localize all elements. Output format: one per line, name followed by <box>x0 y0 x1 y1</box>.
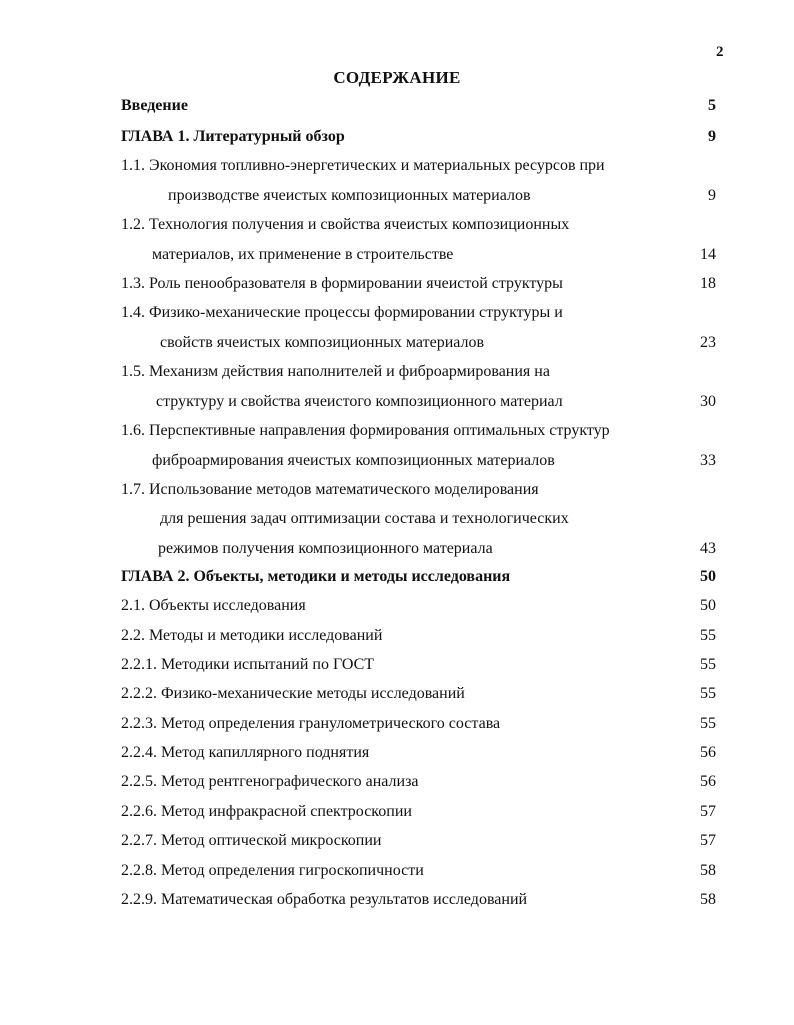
toc-page-number: 18 <box>700 275 716 292</box>
toc-entry-title: 2.2.8. Метод определения гигроскопичности <box>121 862 424 879</box>
toc-entry-title: 1.6. Перспективные направления формирования оптимальных структур <box>121 422 610 439</box>
toc-entry-title: 2.2.9. Математическая обработка результатов исследований <box>121 891 528 908</box>
toc-page-number: 58 <box>700 891 716 908</box>
toc-entry-title: 1.5. Механизм действия наполнителей и фиброармирования на <box>121 363 550 380</box>
toc-entry-continuation: свойств ячеистых композиционных материалов <box>160 334 485 351</box>
toc-entry-continuation: фиброармирования ячеистых композиционных материалов <box>152 452 555 469</box>
toc-entry-title: ГЛАВА 1. Литературный обзор <box>121 128 345 145</box>
toc-entry-continuation: производстве ячеистых композиционных материалов <box>168 187 531 204</box>
toc-entry-title: 1.7. Использование методов математического моделирования <box>121 481 539 498</box>
toc-entry-continuation: материалов, их применение в строительстве <box>152 246 454 263</box>
toc-entry-continuation: структуру и свойства ячеистого композиционного материал <box>156 393 563 410</box>
toc-entry-title: 2.2.4. Метод капиллярного поднятия <box>121 744 370 761</box>
toc-entry-title: 1.3. Роль пенообразователя в формировании ячеистой структуры <box>121 275 563 292</box>
toc-page-number: 9 <box>708 187 716 204</box>
toc-page-number: 56 <box>700 744 716 761</box>
toc-entry-continuation: для решения задач оптимизации состава и технологических <box>160 510 569 527</box>
toc-page-number: 50 <box>700 597 716 614</box>
toc-page-number: 9 <box>708 128 716 145</box>
toc-page-number: 57 <box>700 803 716 820</box>
page-number: 2 <box>716 44 724 60</box>
toc-entry-title: Введение <box>121 97 188 114</box>
toc-entry-title: 2.2.6. Метод инфракрасной спектроскопии <box>121 803 412 820</box>
toc-entry-title: 1.1. Экономия топливно-энергетических и материальных ресурсов при <box>121 157 605 174</box>
toc-entry-title: 1.2. Технология получения и свойства ячеистых композиционных <box>121 216 570 233</box>
toc-page-number: 50 <box>700 568 716 585</box>
toc-page-number: 56 <box>700 773 716 790</box>
toc-page-number: 30 <box>700 393 716 410</box>
toc-page-number: 33 <box>700 452 716 469</box>
toc-entry-title: 2.1. Объекты исследования <box>121 597 306 614</box>
toc-entry-title: 2.2.5. Метод рентгенографического анализа <box>121 773 419 790</box>
toc-entry-title: 2.2.2. Физико-механические методы исследований <box>121 685 465 702</box>
toc-entry-continuation: режимов получения композиционного материала <box>158 540 493 557</box>
toc-page-number: 55 <box>700 715 716 732</box>
toc-page-number: 14 <box>700 246 716 263</box>
toc-entry-title: 1.4. Физико-механические процессы формировании структуры и <box>121 304 563 321</box>
toc-entry-title: ГЛАВА 2. Объекты, методики и методы исследования <box>121 568 511 585</box>
toc-page-number: 43 <box>700 540 716 557</box>
toc-entry-title: 2.2.7. Метод оптической микроскопии <box>121 832 382 849</box>
toc-page-number: 23 <box>700 334 716 351</box>
toc-entry-title: 2.2.1. Методики испытаний по ГОСТ <box>121 656 375 673</box>
toc-entry-title: 2.2. Методы и методики исследований <box>121 627 383 644</box>
toc-page-number: 57 <box>700 832 716 849</box>
page-title: СОДЕРЖАНИЕ <box>333 68 461 87</box>
toc-entry-title: 2.2.3. Метод определения гранулометрического состава <box>121 715 501 732</box>
toc-page-number: 5 <box>708 97 716 114</box>
toc-page-number: 55 <box>700 685 716 702</box>
toc-page-number: 55 <box>700 627 716 644</box>
toc-page-number: 55 <box>700 656 716 673</box>
toc-page-number: 58 <box>700 862 716 879</box>
